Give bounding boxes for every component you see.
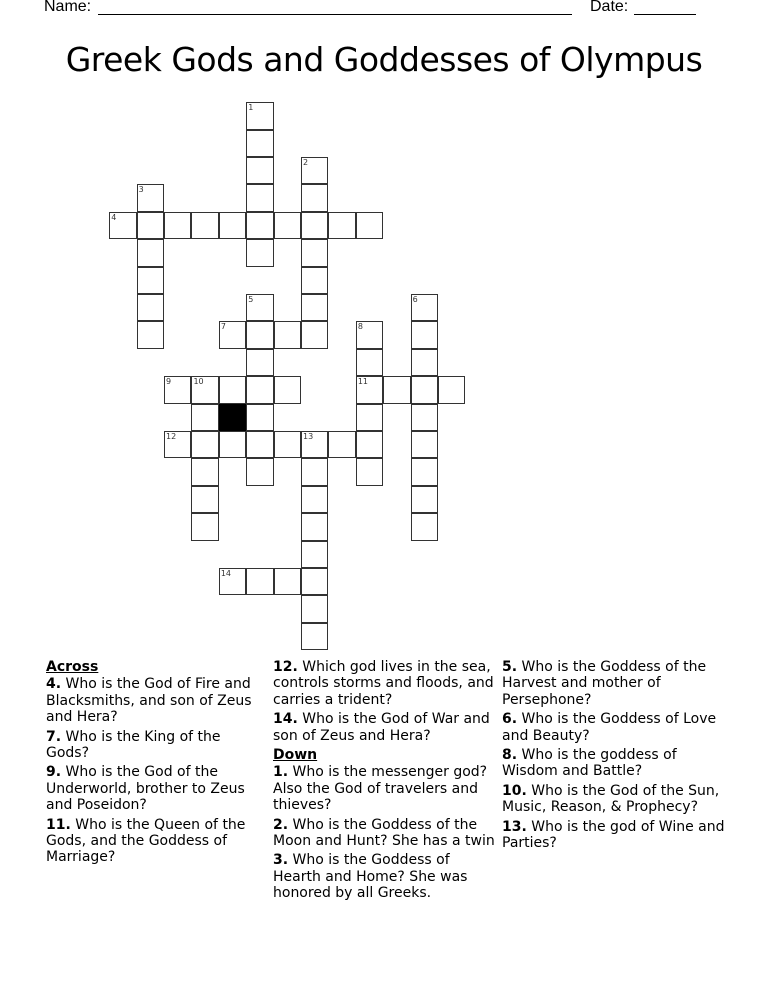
clue-number: 6.: [502, 711, 518, 728]
clue-text: Who is the Goddess of the Moon and Hunt? She has a twin: [273, 816, 495, 850]
grid-cell[interactable]: [356, 321, 383, 348]
grid-cell[interactable]: [137, 321, 164, 348]
grid-cell[interactable]: [246, 376, 273, 403]
grid-cell[interactable]: [438, 376, 465, 403]
across-heading: Across: [46, 659, 99, 675]
clue-text: Who is the God of Fire and Blacksmiths, and son of Zeus and Hera?: [46, 676, 252, 726]
grid-cell[interactable]: [301, 486, 328, 513]
grid-cell[interactable]: [137, 212, 164, 239]
grid-cell[interactable]: [328, 431, 355, 458]
grid-cell[interactable]: [411, 513, 438, 540]
grid-cell[interactable]: [301, 294, 328, 321]
clue-number: 7.: [46, 728, 62, 745]
clue-number: 13.: [502, 818, 527, 835]
grid-cell[interactable]: [301, 595, 328, 622]
cell-number: 12: [166, 432, 177, 442]
clue-across-12: [273, 659, 498, 708]
cell-number: 1: [248, 103, 254, 113]
cell-number: 11: [357, 377, 369, 387]
clue-text: Who is the Goddess of Hearth and Home? She was honored by all Greeks.: [273, 852, 468, 902]
grid-cell[interactable]: [411, 431, 438, 458]
grid-cell[interactable]: [301, 184, 328, 211]
grid-cell[interactable]: [301, 431, 328, 458]
grid-cell[interactable]: [246, 458, 273, 485]
clue-text: Who is the God of the Underworld, brother to Zeus and Poseidon?: [46, 764, 245, 814]
grid-cell[interactable]: [411, 486, 438, 513]
grid-cell[interactable]: [301, 157, 328, 184]
grid-cell[interactable]: [301, 212, 328, 239]
cell-number: 9: [166, 377, 172, 387]
cell-number: 14: [220, 569, 232, 579]
grid-cell[interactable]: [246, 349, 273, 376]
grid-cell[interactable]: [137, 184, 164, 211]
grid-cell[interactable]: [191, 404, 218, 431]
cell-number: 13: [303, 432, 314, 442]
clue-text: Which god lives in the sea, controls storms and floods, and carries a trident?: [273, 659, 494, 708]
grid-cell[interactable]: [246, 294, 273, 321]
grid-cell[interactable]: [328, 212, 355, 239]
grid-cell[interactable]: [411, 321, 438, 348]
grid-cell[interactable]: [246, 130, 273, 157]
grid-cell[interactable]: [246, 239, 273, 266]
clue-number: 11.: [46, 816, 71, 833]
clue-across-7: [46, 729, 266, 762]
clue-text: Who is the Goddess of the Harvest and mother of Persephone?: [502, 659, 707, 708]
clue-number: 12.: [273, 659, 298, 675]
grid-cell[interactable]: [356, 376, 383, 403]
clue-across-4: [46, 676, 266, 725]
clues-column-3: [502, 659, 727, 854]
clue-text: Who is the God of War and son of Zeus and Hera?: [273, 711, 490, 744]
grid-cell[interactable]: [164, 376, 191, 403]
grid-cell[interactable]: [191, 376, 218, 403]
grid-cell[interactable]: [274, 212, 301, 239]
grid-cell[interactable]: [219, 568, 246, 595]
grid-cell[interactable]: [301, 239, 328, 266]
clue-down-2: [273, 817, 498, 850]
clue-text: Who is the messenger god? Also the God of travelers and thieves?: [273, 764, 488, 814]
grid-cell[interactable]: [274, 568, 301, 595]
grid-cell[interactable]: [246, 212, 273, 239]
clue-down-13: [502, 819, 727, 852]
grid-cell[interactable]: [274, 376, 301, 403]
grid-cell[interactable]: [219, 212, 246, 239]
clue-down-10: [502, 783, 727, 816]
cell-number: 10: [193, 377, 204, 387]
grid-cell[interactable]: [301, 541, 328, 568]
grid-cell[interactable]: [246, 568, 273, 595]
clue-text: Who is the god of Wine and Parties?: [502, 818, 725, 852]
clues-column-1: [46, 659, 266, 869]
grid-cell[interactable]: [356, 212, 383, 239]
clue-text: Who is the King of the Gods?: [46, 728, 221, 762]
grid-cell[interactable]: [191, 486, 218, 513]
grid-cell[interactable]: [274, 321, 301, 348]
grid-cell[interactable]: [301, 458, 328, 485]
cell-number: 2: [303, 158, 309, 168]
date-label: Date:: [590, 0, 629, 15]
grid-cell[interactable]: [411, 349, 438, 376]
clue-text: Who is the goddess of Wisdom and Battle?: [502, 747, 677, 780]
grid-cell[interactable]: [246, 431, 273, 458]
grid-cell[interactable]: [274, 431, 301, 458]
clue-number: 8.: [502, 747, 518, 764]
clue-text: Who is the Goddess of Love and Beauty?: [502, 711, 717, 744]
grid-cell[interactable]: [137, 239, 164, 266]
grid-cell[interactable]: [356, 458, 383, 485]
cell-number: 5: [248, 295, 254, 305]
grid-cell[interactable]: [191, 513, 218, 540]
grid-cell[interactable]: [164, 212, 191, 239]
clue-across-11: [46, 817, 266, 866]
clue-number: 5.: [502, 659, 518, 675]
name-label: Name:: [44, 0, 92, 15]
black-cell: [219, 404, 246, 431]
clue-number: 14.: [273, 711, 298, 728]
grid-cell[interactable]: [356, 431, 383, 458]
grid-cell[interactable]: [356, 349, 383, 376]
clue-down-1: [273, 764, 498, 813]
grid-cell[interactable]: [246, 157, 273, 184]
grid-cell[interactable]: [219, 321, 246, 348]
grid-cell[interactable]: [109, 212, 136, 239]
grid-cell[interactable]: [301, 321, 328, 348]
grid-cell[interactable]: [137, 267, 164, 294]
grid-cell[interactable]: [219, 376, 246, 403]
grid-cell[interactable]: [411, 294, 438, 321]
grid-cell[interactable]: [191, 458, 218, 485]
clue-number: 4.: [46, 676, 62, 693]
grid-cell[interactable]: [246, 184, 273, 211]
clue-down-5: [502, 659, 727, 708]
grid-cell[interactable]: [411, 458, 438, 485]
grid-cell[interactable]: [301, 513, 328, 540]
grid-cell[interactable]: [411, 376, 438, 403]
grid-cell[interactable]: [191, 431, 218, 458]
clue-number: 10.: [502, 782, 527, 799]
grid-cell[interactable]: [246, 404, 273, 431]
cell-number: 8: [357, 322, 363, 332]
page-title: Greek Gods and Goddesses of Olympus: [65, 40, 703, 79]
grid-cell[interactable]: [246, 321, 273, 348]
clue-down-6: [502, 711, 727, 744]
grid-cell[interactable]: [301, 623, 328, 650]
cell-number: 3: [138, 185, 144, 195]
grid-cell[interactable]: [301, 568, 328, 595]
down-heading: Down: [273, 747, 318, 764]
grid-cell[interactable]: [191, 212, 218, 239]
grid-cell[interactable]: [301, 267, 328, 294]
cell-number: 6: [412, 295, 418, 305]
grid-cell[interactable]: [383, 376, 410, 403]
clues-column-2: [273, 659, 498, 905]
clue-number: 3.: [273, 852, 289, 869]
cell-number: 4: [111, 212, 117, 222]
clue-down-8: [502, 747, 727, 780]
clue-across-14: [273, 711, 498, 744]
clue-text: Who is the Queen of the Gods, and the Goddess of Marriage?: [46, 816, 246, 866]
grid-cell[interactable]: [246, 102, 273, 129]
grid-cell[interactable]: [219, 431, 246, 458]
clue-across-9: [46, 764, 266, 813]
clue-text: Who is the God of the Sun, Music, Reason, & Prophecy?: [502, 782, 720, 816]
clue-number: 2.: [273, 816, 289, 833]
grid-cell[interactable]: [137, 294, 164, 321]
grid-cell[interactable]: [356, 404, 383, 431]
grid-cell[interactable]: [164, 431, 191, 458]
clue-number: 9.: [46, 764, 62, 781]
clue-down-3: [273, 852, 498, 901]
clue-number: 1.: [273, 764, 289, 781]
grid-cell[interactable]: [411, 404, 438, 431]
cell-number: 7: [220, 322, 226, 332]
